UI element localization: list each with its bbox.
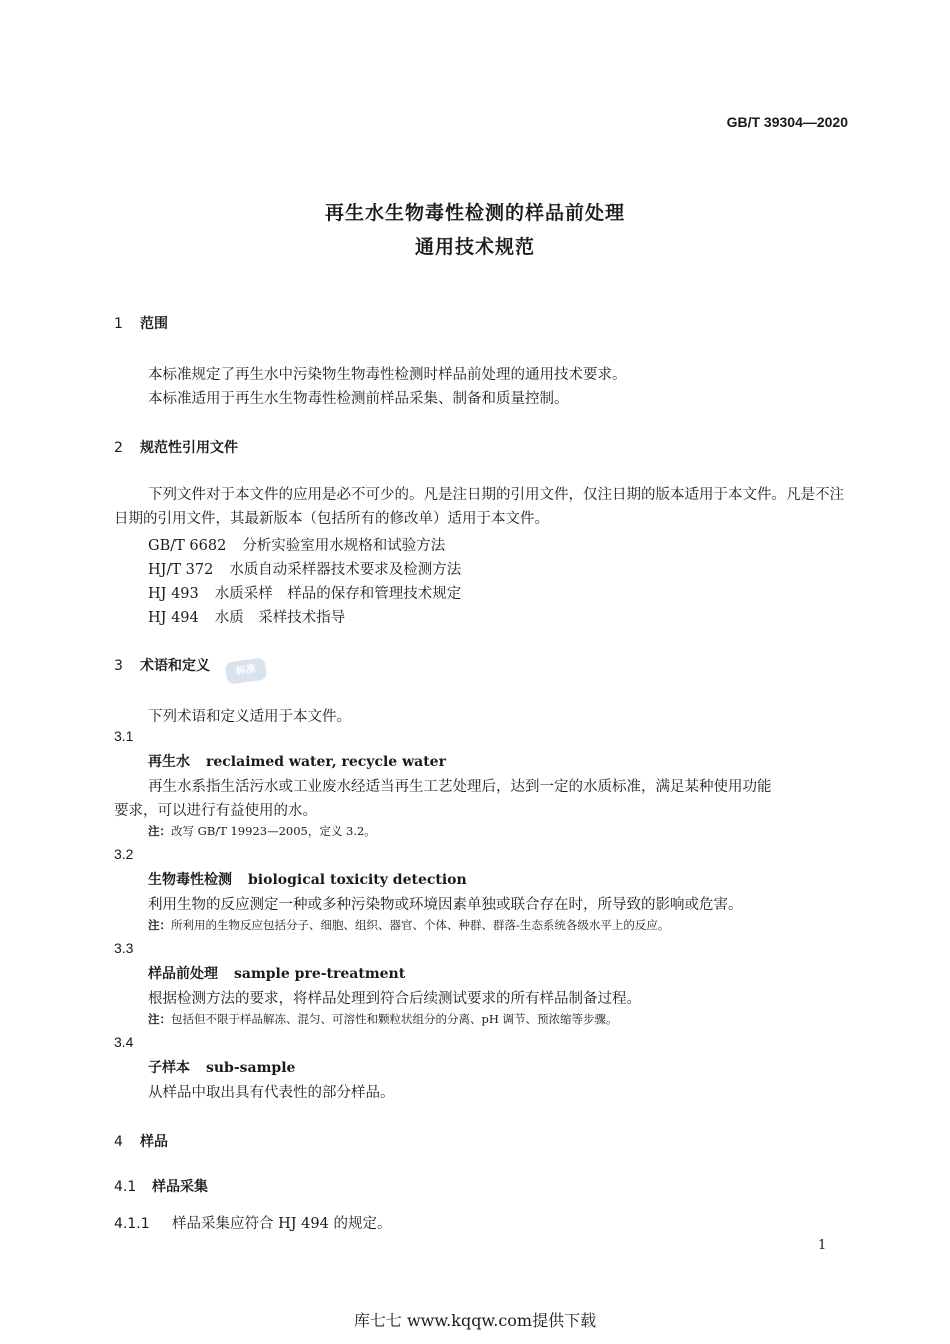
- section-number: 3: [114, 658, 123, 674]
- term-number: 3.4: [114, 1034, 134, 1050]
- watermark-logo: 标准: [225, 657, 268, 684]
- section-number: 4: [114, 1134, 123, 1150]
- term-note: [148, 917, 669, 933]
- note-text: 改写 GB/T 19923—2005，定义 3.2。: [171, 824, 376, 838]
- term-definition: 要求，可以进行有益使用的水。: [114, 803, 317, 819]
- section-number: 1: [114, 316, 123, 332]
- section-title: 范围: [140, 316, 168, 332]
- term-note: [148, 1011, 618, 1027]
- clause-4-1-1: [114, 1212, 391, 1233]
- note-text: 包括但不限于样品解冻、混匀、可溶性和颗粒状组分的分离、pH 调节、预浓缩等步骤。: [171, 1012, 618, 1026]
- reference-item: [148, 606, 345, 627]
- reference-code: HJ 493: [148, 586, 199, 602]
- document-title-line2: 通用技术规范: [414, 236, 535, 258]
- paragraph: 本标准适用于再生水生物毒性检测前样品采集、制备和质量控制。: [148, 391, 569, 407]
- section-1-heading: [114, 313, 168, 333]
- note-label: 注：: [148, 824, 171, 838]
- term-heading: [148, 869, 467, 889]
- term-number: 3.1: [114, 728, 134, 744]
- term-heading: [148, 751, 446, 771]
- note-label: 注：: [148, 918, 171, 932]
- reference-title: 水质 采样技术指导: [214, 610, 346, 626]
- term-zh: 再生水: [148, 754, 190, 770]
- section-title: 规范性引用文件: [140, 440, 238, 456]
- section-3-heading: [114, 655, 210, 675]
- subsection-title: 样品采集: [152, 1179, 208, 1195]
- reference-item: [148, 582, 461, 603]
- term-note: [148, 823, 376, 839]
- term-heading: [148, 1057, 295, 1077]
- term-definition: 再生水系指生活污水或工业废水经适当再生工艺处理后，达到一定的水质标准，满足某种使用功能: [148, 779, 772, 795]
- term-zh: 子样本: [148, 1060, 190, 1076]
- term-heading: [148, 963, 405, 983]
- clause-text: 样品采集应符合 HJ 494 的规定。: [172, 1216, 392, 1232]
- reference-title: 水质自动采样器技术要求及检测方法: [229, 562, 462, 578]
- reference-item: [148, 558, 461, 579]
- paragraph: 本标准规定了再生水中污染物生物毒性检测时样品前处理的通用技术要求。: [148, 367, 627, 383]
- reference-code: HJ/T 372: [148, 562, 214, 578]
- clause-number: 4.1.1: [114, 1216, 150, 1232]
- document-title-line1: 再生水生物毒性检测的样品前处理: [324, 202, 625, 224]
- term-en: biological toxicity detection: [248, 872, 467, 888]
- section-title: 样品: [140, 1134, 168, 1150]
- reference-title: 分析实验室用水规格和试验方法: [242, 538, 446, 554]
- section-4-heading: [114, 1131, 168, 1151]
- subsection-4-1-heading: [114, 1176, 208, 1196]
- note-text: 所利用的生物反应包括分子、细胞、组织、器官、个体、种群、群落-生态系统各级水平上的反应。: [171, 918, 670, 932]
- note-label: 注：: [148, 1012, 171, 1026]
- reference-code: GB/T 6682: [148, 538, 227, 554]
- standard-number: GB/T 39304—2020: [726, 114, 848, 130]
- term-zh: 样品前处理: [148, 966, 218, 982]
- term-definition: 利用生物的反应测定一种或多种污染物或环境因素单独或联合存在时，所导致的影响或危害。: [148, 897, 743, 913]
- term-en: sub-sample: [206, 1060, 296, 1076]
- section-title: 术语和定义: [140, 658, 210, 674]
- section-2-heading: [114, 437, 238, 457]
- reference-item: [148, 534, 445, 555]
- download-footer: 库七七 www.kqqw.com提供下载: [353, 1311, 597, 1330]
- reference-title: 水质采样 样品的保存和管理技术规定: [214, 586, 462, 602]
- term-zh: 生物毒性检测: [148, 872, 232, 888]
- page-number: 1: [818, 1238, 827, 1253]
- section-number: 2: [114, 440, 123, 456]
- term-definition: 根据检测方法的要求，将样品处理到符合后续测试要求的所有样品制备过程。: [148, 991, 641, 1007]
- term-en: sample pre-treatment: [234, 966, 406, 982]
- subsection-number: 4.1: [114, 1179, 137, 1195]
- term-definition: 从样品中取出具有代表性的部分样品。: [148, 1085, 395, 1101]
- term-en: reclaimed water, recycle water: [206, 754, 446, 770]
- term-number: 3.2: [114, 846, 134, 862]
- reference-code: HJ 494: [148, 610, 199, 626]
- paragraph: 下列文件对于本文件的应用是必不可少的。凡是注日期的引用文件，仅注日期的版本适用于本文件。凡是不注日期的引用文件，其最新版本（包括所有的修改单）适用于本文件。: [114, 487, 844, 527]
- term-number: 3.3: [114, 940, 134, 956]
- paragraph: 下列术语和定义适用于本文件。: [148, 709, 351, 725]
